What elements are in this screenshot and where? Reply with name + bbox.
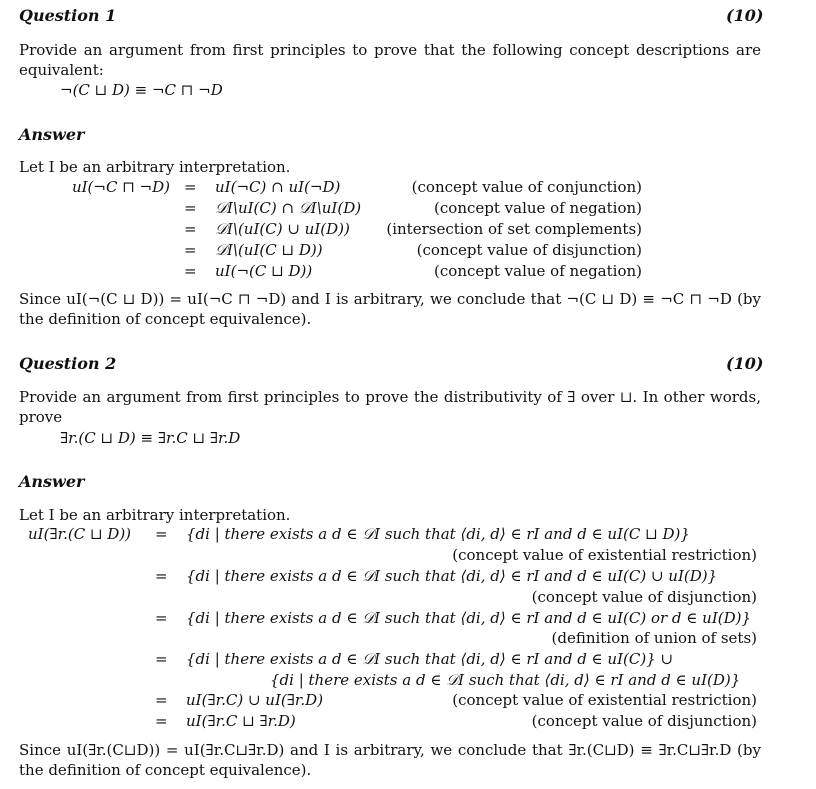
- q1-row-4-rel: =: [184, 262, 197, 280]
- q2-row-6-note: (concept value of disjunction): [531, 712, 757, 730]
- q2-row-1-note: (concept value of disjunction): [531, 588, 757, 606]
- q2-conclusion: Since uI(∃r.(C⊔D)) = uI(∃r.C⊔∃r.D) and I is arbitrary, we conclude that ∃r.(C⊔D) ≡ ∃r.C⊔∃r.D (by the definition of concept equivalence).: [19, 741, 761, 779]
- q2-row-0-note: (concept value of existential restriction): [452, 546, 757, 564]
- q2-row-2-rel: =: [155, 609, 168, 627]
- q2-title: Question 2: [19, 354, 117, 373]
- q2-lhs: uI(∃r.(C ⊔ D)): [28, 525, 132, 543]
- q2-row-0-rel: =: [155, 525, 168, 543]
- q2-row-5-rel: =: [155, 691, 168, 709]
- q1-row-3-rhs: 𝒟I\(uI(C ⊔ D)): [215, 241, 323, 259]
- q1-row-4-rhs: uI(¬(C ⊔ D)): [215, 262, 313, 280]
- q2-row-4-rhs: {di | there exists a d ∈ 𝒟I such that ⟨di, d⟩ ∈ rI and d ∈ uI(D)}: [270, 671, 741, 689]
- q1-row-1-rhs: 𝒟I\uI(C) ∩ 𝒟I\uI(D): [215, 199, 362, 217]
- q2-row-2-rhs: {di | there exists a d ∈ 𝒟I such that ⟨di, d⟩ ∈ rI and d ∈ uI(C) or d ∈ uI(D)}: [186, 609, 752, 627]
- q1-row-2-rel: =: [184, 220, 197, 238]
- q1-row-0-note: (concept value of conjunction): [411, 178, 642, 196]
- q1-title: Question 1: [19, 6, 117, 25]
- q2-row-3-rel: =: [155, 650, 168, 668]
- q1-points: (10): [726, 6, 764, 25]
- q1-intro: Let I be an arbitrary interpretation.: [19, 158, 291, 176]
- q1-formula: ¬(C ⊔ D) ≡ ¬C ⊓ ¬D: [60, 81, 223, 99]
- q2-row-6-rhs: uI(∃r.C ⊔ ∃r.D): [186, 712, 296, 730]
- q1-prompt: Provide an argument from first principles to prove that the following concept descriptions are equivalent:: [19, 41, 761, 79]
- q2-answer-heading: Answer: [19, 472, 85, 491]
- q1-row-1-note: (concept value of negation): [434, 199, 642, 217]
- q2-row-1-rhs: {di | there exists a d ∈ 𝒟I such that ⟨di, d⟩ ∈ rI and d ∈ uI(C) ∪ uI(D)}: [186, 567, 718, 585]
- q2-row-5-note: (concept value of existential restriction): [452, 691, 757, 709]
- q1-row-0-rhs: uI(¬C) ∩ uI(¬D): [215, 178, 341, 196]
- q2-row-1-rel: =: [155, 567, 168, 585]
- q2-prompt: Provide an argument from first principles to prove the distributivity of ∃ over ⊔. In other words, prove: [19, 388, 761, 426]
- q1-row-2-rhs: 𝒟I\(uI(C) ∪ uI(D)): [215, 220, 350, 238]
- q1-row-4-note: (concept value of negation): [434, 262, 642, 280]
- q2-row-3-rhs: {di | there exists a d ∈ 𝒟I such that ⟨di, d⟩ ∈ rI and d ∈ uI(C)} ∪: [186, 650, 674, 668]
- q2-row-0-rhs: {di | there exists a d ∈ 𝒟I such that ⟨di, d⟩ ∈ rI and d ∈ uI(C ⊔ D)}: [186, 525, 690, 543]
- q2-row-2-note: (definition of union of sets): [551, 629, 757, 647]
- q2-row-6-rel: =: [155, 712, 168, 730]
- q1-conclusion: Since uI(¬(C ⊔ D)) = uI(¬C ⊓ ¬D) and I is arbitrary, we conclude that ¬(C ⊔ D) ≡ ¬C ⊓ ¬D (by the definition of concept equivalence).: [19, 290, 761, 328]
- q2-formula: ∃r.(C ⊔ D) ≡ ∃r.C ⊔ ∃r.D: [60, 429, 241, 447]
- q1-row-0-rel: =: [184, 178, 197, 196]
- q2-points: (10): [726, 354, 764, 373]
- q2-row-5-rhs: uI(∃r.C) ∪ uI(∃r.D): [186, 691, 324, 709]
- q1-row-0-lhs: uI(¬C ⊓ ¬D): [71, 178, 170, 196]
- q1-row-3-note: (concept value of disjunction): [416, 241, 642, 259]
- q1-answer-heading: Answer: [19, 125, 85, 144]
- q1-row-3-rel: =: [184, 241, 197, 259]
- q1-row-1-rel: =: [184, 199, 197, 217]
- q2-intro: Let I be an arbitrary interpretation.: [19, 506, 291, 524]
- q1-row-2-note: (intersection of set complements): [386, 220, 642, 238]
